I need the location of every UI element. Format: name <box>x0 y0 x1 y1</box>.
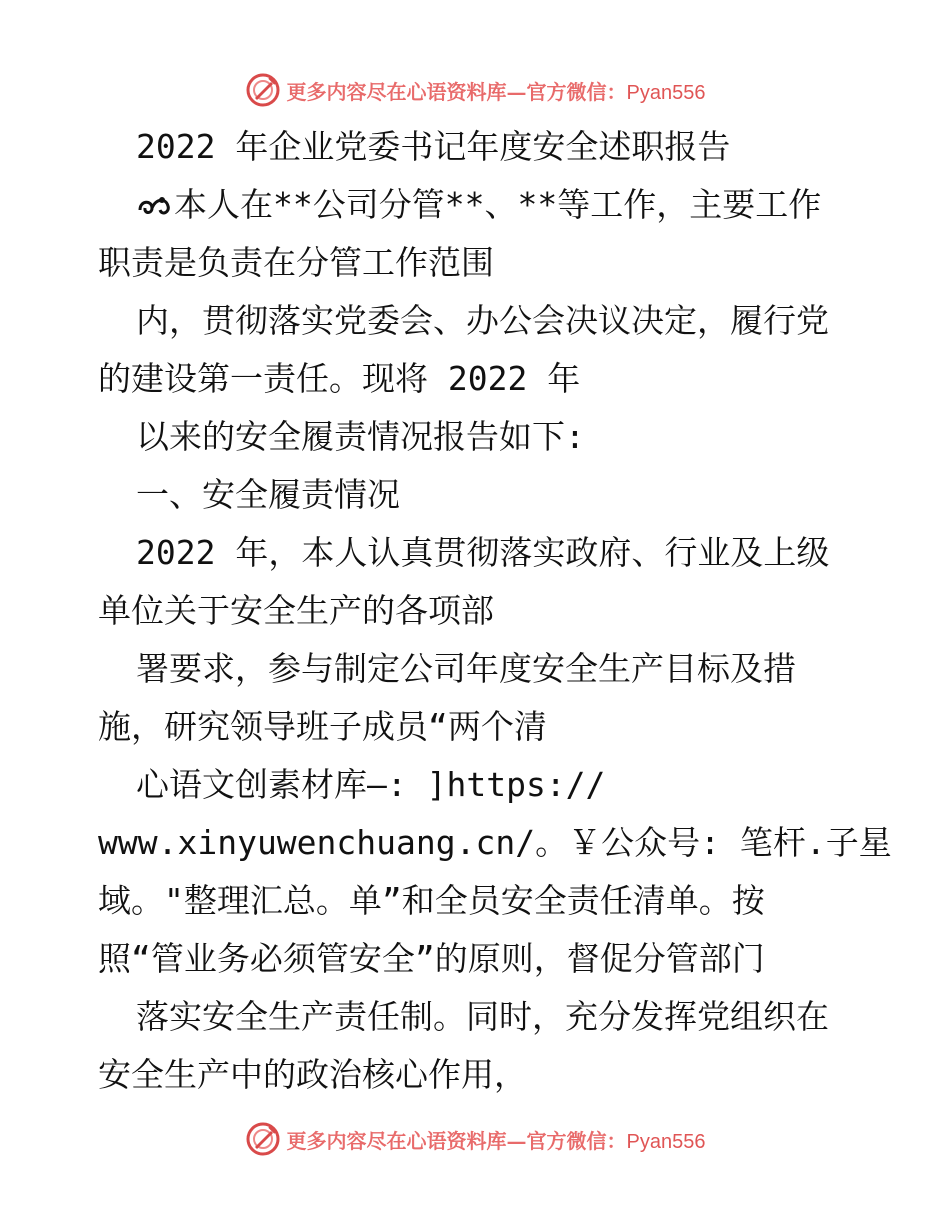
paragraph-line: 施，研究领导班子成员“两个清 <box>98 707 547 746</box>
paragraph-line: 安全生产中的政治核心作用， <box>98 1055 527 1094</box>
watermark-text: 更多内容尽在心语资料库—官方微信： <box>286 1128 627 1153</box>
paragraph-text: 本人在**公司分管**、**等工作，主要工作 <box>174 185 822 224</box>
paragraph-line: 内，贯彻落实党委会、办公会决议决定，履行党 <box>136 301 829 340</box>
watermark-wechat-id: Pyan556 <box>626 1130 706 1153</box>
paragraph-line: 域。"整理汇总。单”和全员安全责任清单。按 <box>98 881 765 920</box>
brand-logo-icon <box>245 1121 281 1157</box>
section-heading: 一、安全履责情况 <box>136 475 400 514</box>
watermark-header <box>0 66 950 114</box>
paragraph-line: www.xinyuwenchuang.cn/。￥公众号: 笔杆.子星 <box>98 823 892 862</box>
paragraph-line: 心语文创素材库—: ]https:// <box>136 765 606 804</box>
paragraph-line <box>98 176 898 234</box>
watermark-text: 更多内容尽在心语资料库—官方微信： <box>286 79 627 104</box>
document-title: 2022 年企业党委书记年度安全述职报告 <box>136 127 731 166</box>
watermark-wechat-id: Pyan556 <box>626 81 706 104</box>
paragraph-line: 照“管业务必须管安全”的原则，督促分管部门 <box>98 939 765 978</box>
paragraph-line: 落实安全生产责任制。同时，充分发挥党组织在 <box>136 997 829 1036</box>
paragraph-line: 职责是负责在分管工作范围 <box>98 243 494 282</box>
paragraph-line: 署要求，参与制定公司年度安全生产目标及措 <box>136 649 796 688</box>
document-body <box>98 118 898 1104</box>
paragraph-line: 单位关于安全生产的各项部 <box>98 591 494 630</box>
brand-logo-icon <box>245 72 281 108</box>
watermark-footer <box>0 1115 950 1163</box>
paragraph-line: 以来的安全履责情况报告如下: <box>136 417 585 456</box>
paragraph-line: 的建设第一责任。现将 2022 年 <box>98 359 581 398</box>
scroll-ornament-icon <box>136 190 174 220</box>
paragraph-line: 2022 年，本人认真贯彻落实政府、行业及上级 <box>136 533 830 572</box>
